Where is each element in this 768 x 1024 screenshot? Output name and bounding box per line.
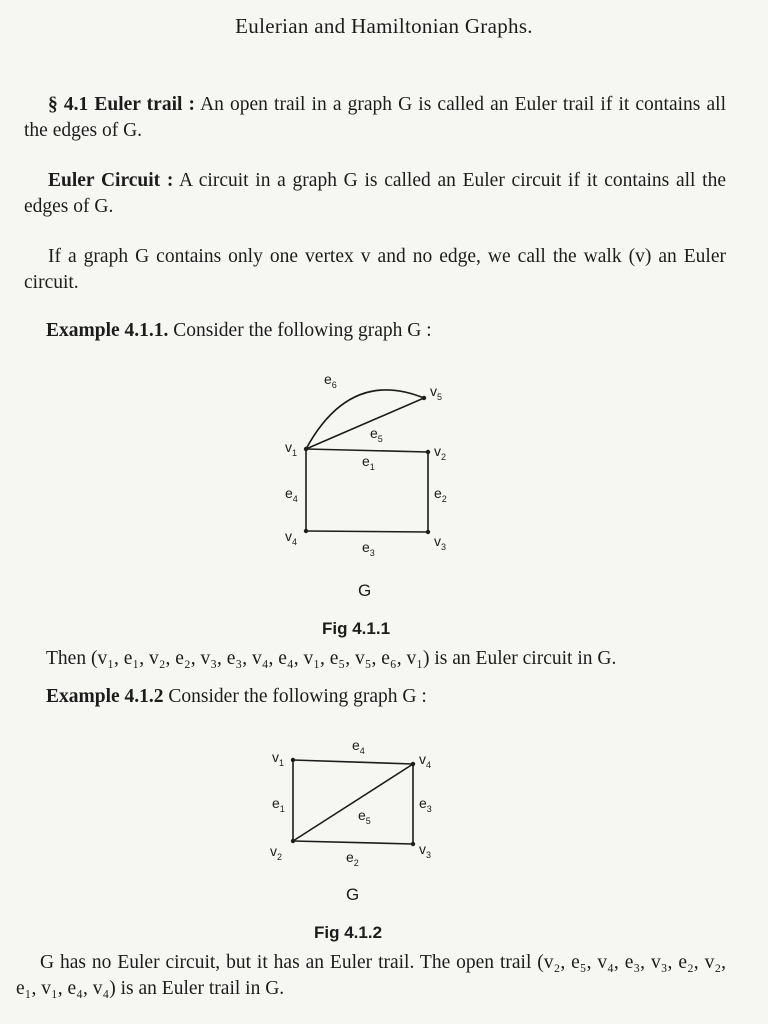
euler-trail-heading: § 4.1 Euler trail : — [48, 94, 196, 115]
edge-e2-line — [293, 841, 413, 844]
graph-label-g1: G — [358, 581, 372, 600]
edge-label-e5: $e_5$ — [370, 425, 383, 444]
edge-label-e3: $e_3$ — [362, 539, 375, 558]
vertex-label-v2: $v_2$ — [270, 843, 283, 862]
edge-label-e2: $e_2$ — [434, 485, 447, 504]
vertex-v3-dot — [411, 842, 415, 846]
vertex-label-v4: $v_4$ — [419, 751, 432, 770]
euler-trail-text: An open trail in a graph G is called an Euler trail if it contains all the edges of G. — [24, 94, 726, 141]
edge-label-e4: $e_4$ — [352, 737, 365, 756]
euler-circuit-heading: Euler Circuit : — [48, 170, 174, 191]
example-1-conclusion-suffix: ) is an Euler circuit in G. — [423, 648, 617, 669]
example-2-conclusion-text: G has no Euler circuit, but it has an Euler trail. The open trail (v₂, e₅, v₄, e₃, v₃, e₂, v₂, e₁, v₁, e₄, v₄) is an Euler trail in G. — [16, 952, 726, 999]
figure-caption-4-1-1: Fig 4.1.1 — [322, 619, 391, 638]
vertex-label-v4: $v_4$ — [285, 528, 298, 547]
edge-label-e5: $e_5$ — [358, 807, 371, 826]
vertex-label-v3: $v_3$ — [434, 533, 447, 552]
single-vertex-text: If a graph G contains only one vertex v and no edge, we call the walk (v) an Euler circuit. — [24, 246, 726, 293]
euler-circuit-text: A circuit in a graph G is called an Euler circuit if it contains all the edges of G. — [24, 170, 726, 217]
vertex-v4-dot — [411, 762, 415, 766]
vertex-label-v1: $v_1$ — [272, 749, 285, 768]
example-1-text: Consider the following graph G : — [173, 320, 432, 341]
vertex-label-v2: $v_2$ — [434, 443, 447, 462]
example-2-heading: Example 4.1.2 — [46, 686, 164, 707]
edge-label-e2: $e_2$ — [346, 849, 359, 868]
vertex-v1-dot — [291, 758, 295, 762]
example-1-conclusion-prefix: Then ( — [46, 648, 98, 669]
example-2-conclusion — [16, 950, 726, 1002]
edge-label-e4: $e_4$ — [285, 485, 298, 504]
vertex-label-v1: $v_1$ — [285, 439, 298, 458]
vertex-v2-dot — [291, 839, 295, 843]
page-title: Eulerian and Hamiltonian Graphs. — [235, 14, 533, 38]
edge-label-e3: $e_3$ — [419, 795, 432, 814]
graph-label-g2: G — [346, 885, 360, 904]
edge-e5-line — [293, 764, 413, 841]
edge-label-e1: $e_1$ — [272, 795, 285, 814]
example-1-heading: Example 4.1.1. — [46, 320, 169, 341]
example-2-text: Consider the following graph G : — [168, 686, 427, 707]
edge-label-e1: $e_1$ — [362, 453, 375, 472]
example-1-conclusion-walk: v₁, e₁, v₂, e₂, v₃, e₃, v₄, e₄, v₁, e₅, v₅, e₆, v₁ — [97, 648, 423, 669]
vertex-label-v3: $v_3$ — [419, 841, 432, 860]
edge-label-e6: $e_6$ — [324, 371, 337, 390]
vertex-label-v5: $v_5$ — [430, 383, 443, 402]
edge-e4-line — [293, 760, 413, 764]
figure-caption-4-1-2: Fig 4.1.2 — [314, 923, 383, 942]
